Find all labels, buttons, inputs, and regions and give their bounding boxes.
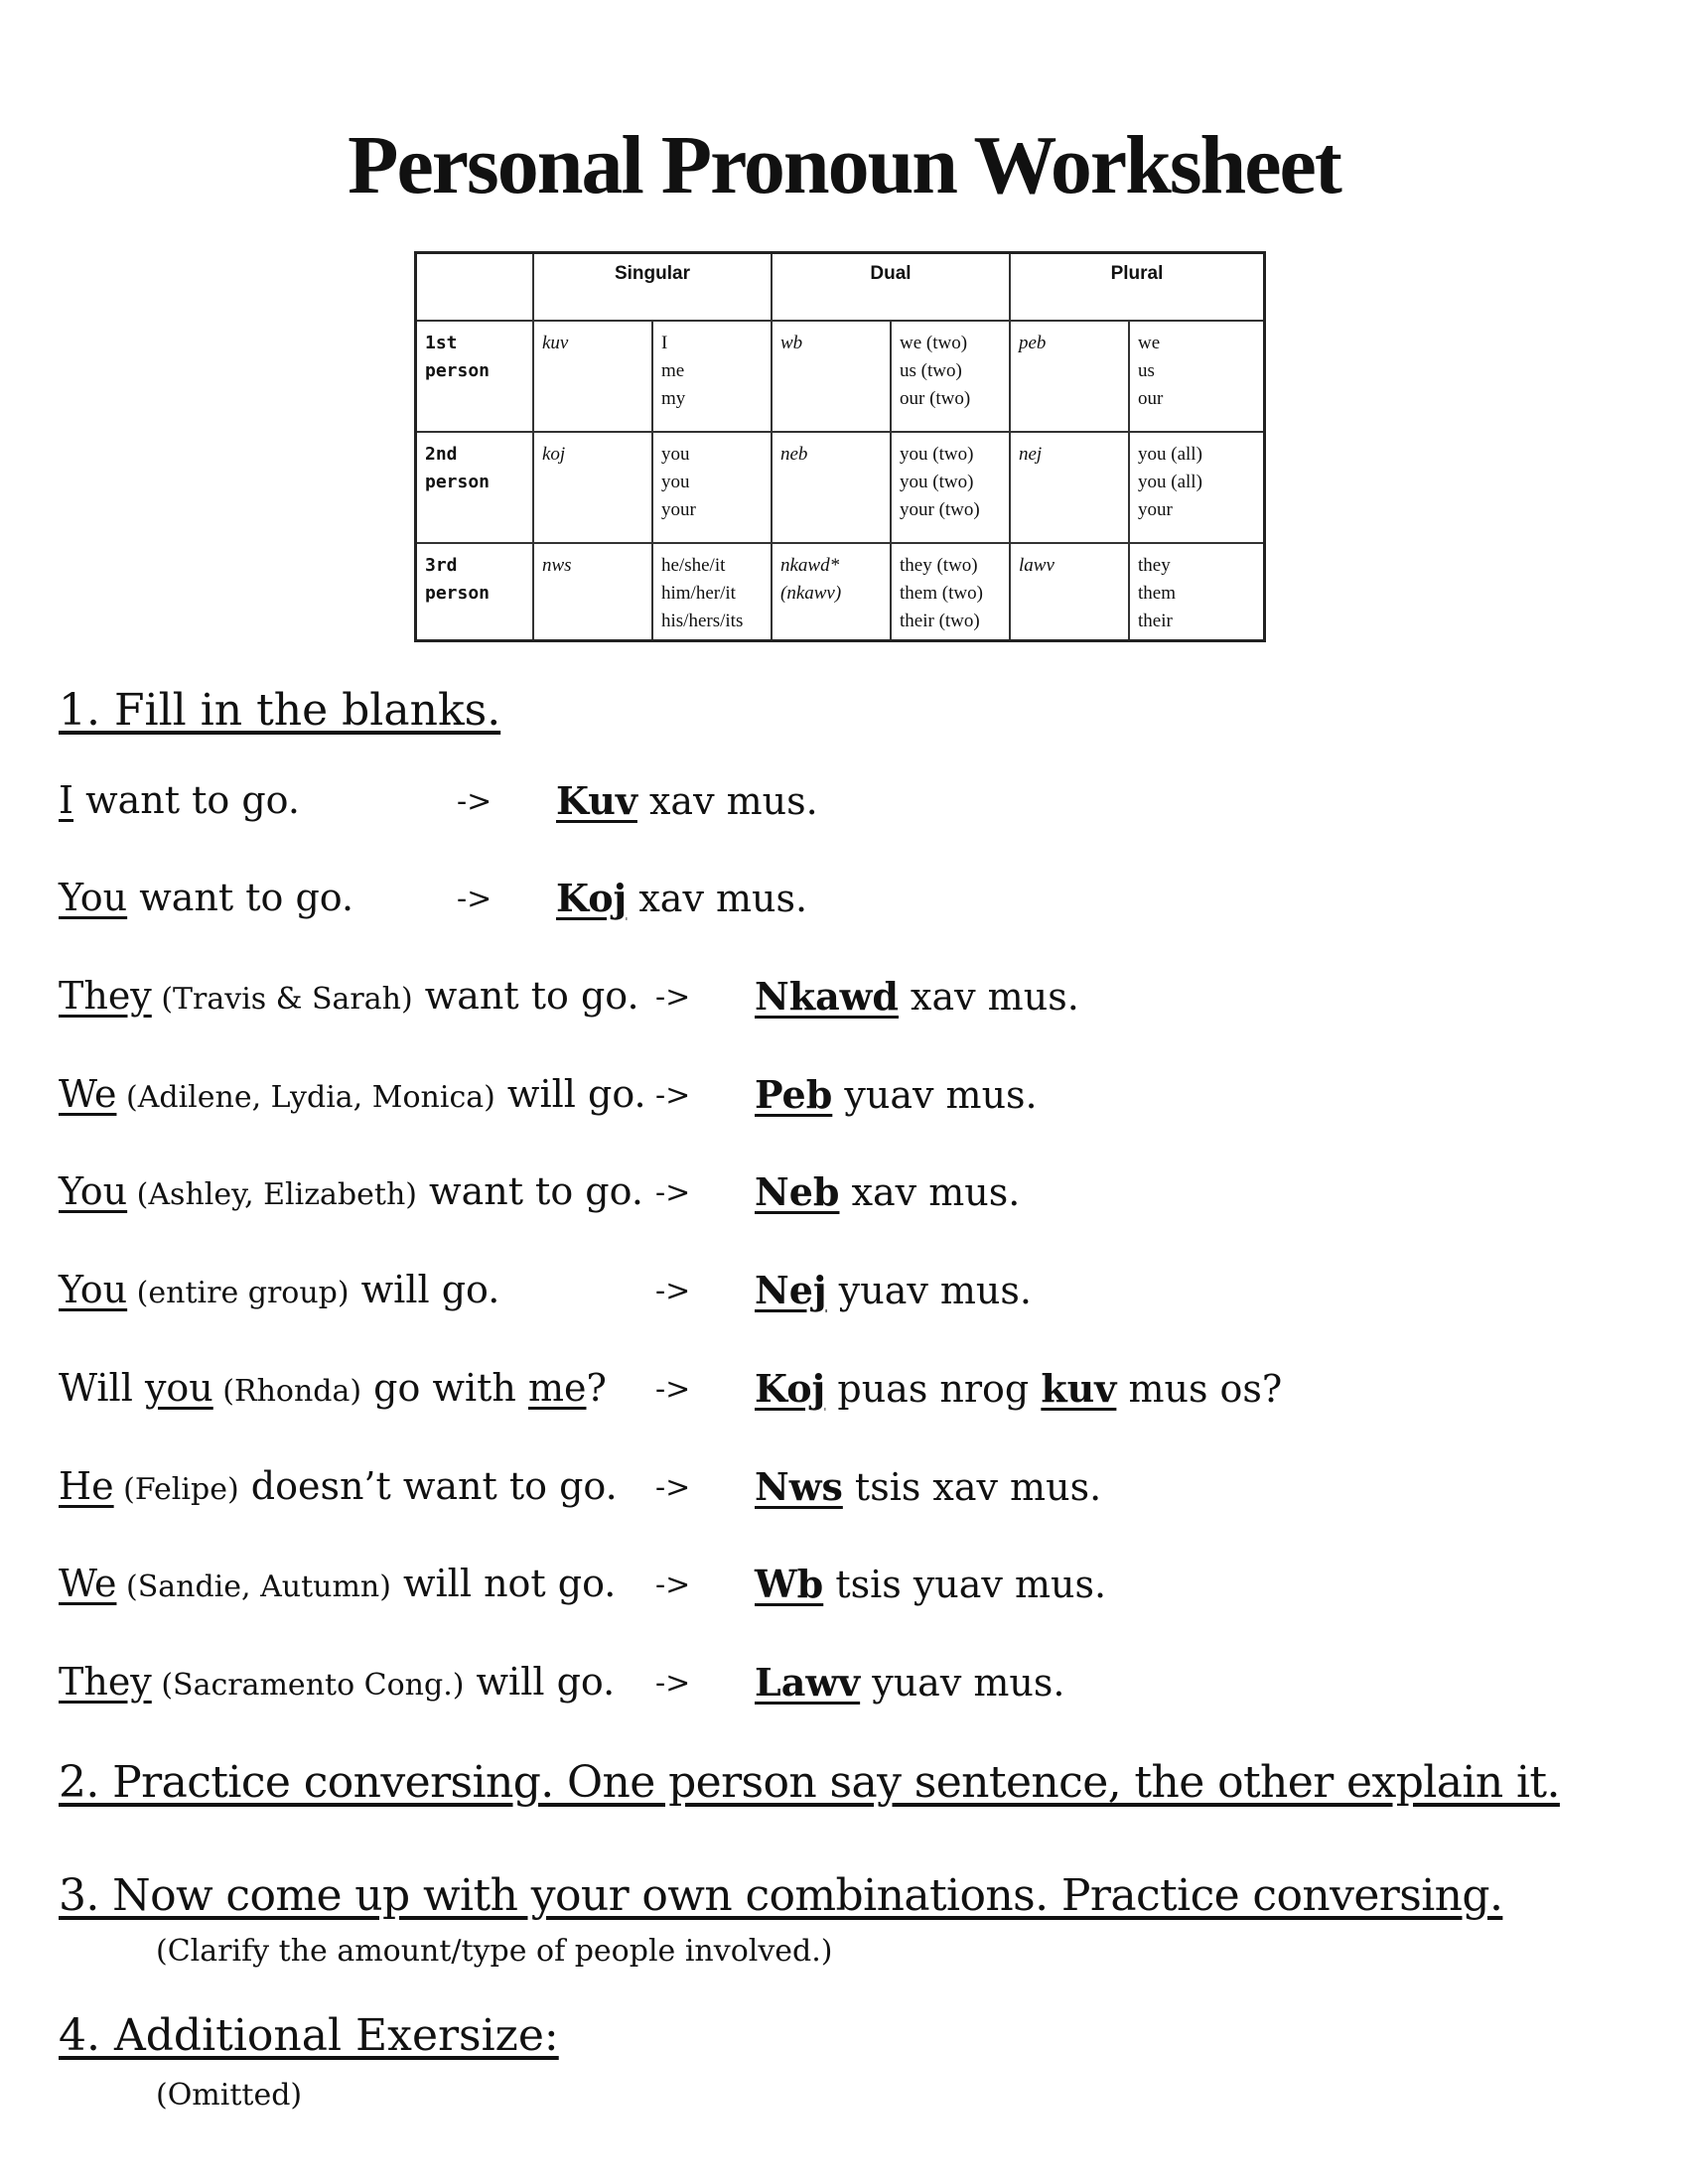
english-sentence: You (Ashley, Elizabeth) want to go. xyxy=(59,1169,643,1213)
table-row-1st xyxy=(416,321,1265,432)
section3-heading: 3. Now come up with your own combinations. Practice conversing. xyxy=(59,1870,1503,1921)
hmong-cell: koj xyxy=(533,432,652,543)
english-cell: you you your xyxy=(652,432,772,543)
pronoun-table xyxy=(414,251,1266,642)
english-sentence: I want to go. xyxy=(59,778,300,822)
pronoun: you xyxy=(144,1366,213,1410)
hmong-sentence: Lawv yuav mus. xyxy=(755,1660,1065,1705)
section3-note: (Clarify the amount/type of people involved.) xyxy=(156,1934,833,1969)
hmong-sentence: Nws tsis xav mus. xyxy=(755,1464,1102,1509)
english-cell: they (two) them (two) their (two) xyxy=(891,543,1010,641)
hmong-pronoun: Kuv xyxy=(556,778,637,823)
pronoun: They xyxy=(59,1660,152,1704)
hmong-cell: wb xyxy=(772,321,891,432)
arrow-icon: -> xyxy=(655,1372,691,1407)
hmong-sentence: Wb tsis yuav mus. xyxy=(755,1562,1107,1606)
pronoun: me xyxy=(527,1366,587,1410)
english-sentence: We (Adilene, Lydia, Monica) will go. xyxy=(59,1072,646,1116)
arrow-icon: -> xyxy=(655,1470,691,1505)
english-sentence: You want to go. xyxy=(59,876,354,919)
english-sentence: We (Sandie, Autumn) will not go. xyxy=(59,1562,617,1605)
header-singular: Singular xyxy=(533,253,772,322)
pronoun: We xyxy=(59,1072,117,1116)
arrow-icon: -> xyxy=(655,1274,691,1308)
english-sentence: They (Sacramento Cong.) will go. xyxy=(59,1660,616,1704)
hmong-pronoun: Peb xyxy=(755,1072,833,1117)
english-cell: I me my xyxy=(652,321,772,432)
hmong-sentence: Peb yuav mus. xyxy=(755,1072,1038,1117)
pronoun: You xyxy=(59,876,128,919)
english-cell: they them their xyxy=(1129,543,1265,641)
english-sentence: They (Travis & Sarah) want to go. xyxy=(59,974,639,1018)
pronoun: You xyxy=(59,1169,128,1213)
section1-heading: 1. Fill in the blanks. xyxy=(59,685,501,736)
hmong-sentence: Kuv xav mus. xyxy=(556,778,818,823)
hmong-pronoun: Lawv xyxy=(755,1660,861,1705)
arrow-icon: -> xyxy=(655,1175,691,1210)
section4-note: (Omitted) xyxy=(156,2078,303,2113)
hmong-cell: nkawd* (nkawv) xyxy=(772,543,891,641)
hmong-pronoun: kuv xyxy=(1041,1366,1117,1411)
english-cell: you (two) you (two) your (two) xyxy=(891,432,1010,543)
pronoun: I xyxy=(59,778,74,822)
table-row-2nd xyxy=(416,432,1265,543)
table-row-3rd xyxy=(416,543,1265,641)
hmong-sentence: Nkawd xav mus. xyxy=(755,974,1079,1019)
hmong-sentence: Nej yuav mus. xyxy=(755,1268,1032,1312)
english-sentence: He (Felipe) doesn’t want to go. xyxy=(59,1464,618,1508)
person-cell: 3rd person xyxy=(416,543,534,641)
table-header-row xyxy=(416,253,1265,322)
hmong-sentence: Koj xav mus. xyxy=(556,876,808,920)
pronoun: We xyxy=(59,1562,117,1605)
pronoun: You xyxy=(59,1268,128,1311)
hmong-pronoun: Wb xyxy=(755,1562,824,1606)
english-sentence: Will you (Rhonda) go with me? xyxy=(59,1366,607,1410)
hmong-pronoun: Nkawd xyxy=(755,974,899,1019)
section2-heading: 2. Practice conversing. One person say sentence, the other explain it. xyxy=(59,1757,1560,1808)
english-cell: we (two) us (two) our (two) xyxy=(891,321,1010,432)
hmong-cell: lawv xyxy=(1010,543,1129,641)
arrow-icon: -> xyxy=(655,1666,691,1701)
header-blank xyxy=(416,253,534,322)
hmong-pronoun: Nws xyxy=(755,1464,843,1509)
pronoun: They xyxy=(59,974,152,1018)
pronoun: He xyxy=(59,1464,114,1508)
english-cell: we us our xyxy=(1129,321,1265,432)
hmong-pronoun: Koj xyxy=(556,876,628,920)
hmong-cell: peb xyxy=(1010,321,1129,432)
person-cell: 1st person xyxy=(416,321,534,432)
person-cell: 2nd person xyxy=(416,432,534,543)
arrow-icon: -> xyxy=(457,882,492,916)
hmong-cell: kuv xyxy=(533,321,652,432)
header-dual: Dual xyxy=(772,253,1010,322)
arrow-icon: -> xyxy=(655,1078,691,1113)
section4-heading: 4. Additional Exersize: xyxy=(59,2010,559,2061)
english-cell: you (all) you (all) your xyxy=(1129,432,1265,543)
arrow-icon: -> xyxy=(457,784,492,819)
english-cell: he/she/it him/her/it his/hers/its xyxy=(652,543,772,641)
arrow-icon: -> xyxy=(655,1568,691,1602)
hmong-pronoun: Neb xyxy=(755,1169,840,1214)
hmong-cell: nej xyxy=(1010,432,1129,543)
arrow-icon: -> xyxy=(655,980,691,1015)
hmong-sentence: Neb xav mus. xyxy=(755,1169,1021,1214)
hmong-pronoun: Nej xyxy=(755,1268,827,1312)
hmong-cell: nws xyxy=(533,543,652,641)
hmong-cell: neb xyxy=(772,432,891,543)
english-sentence: You (entire group) will go. xyxy=(59,1268,500,1311)
hmong-sentence: Koj puas nrog kuv mus os? xyxy=(755,1366,1283,1411)
page-title: Personal Pronoun Worksheet xyxy=(348,119,1340,211)
hmong-pronoun: Koj xyxy=(755,1366,826,1411)
header-plural: Plural xyxy=(1010,253,1265,322)
